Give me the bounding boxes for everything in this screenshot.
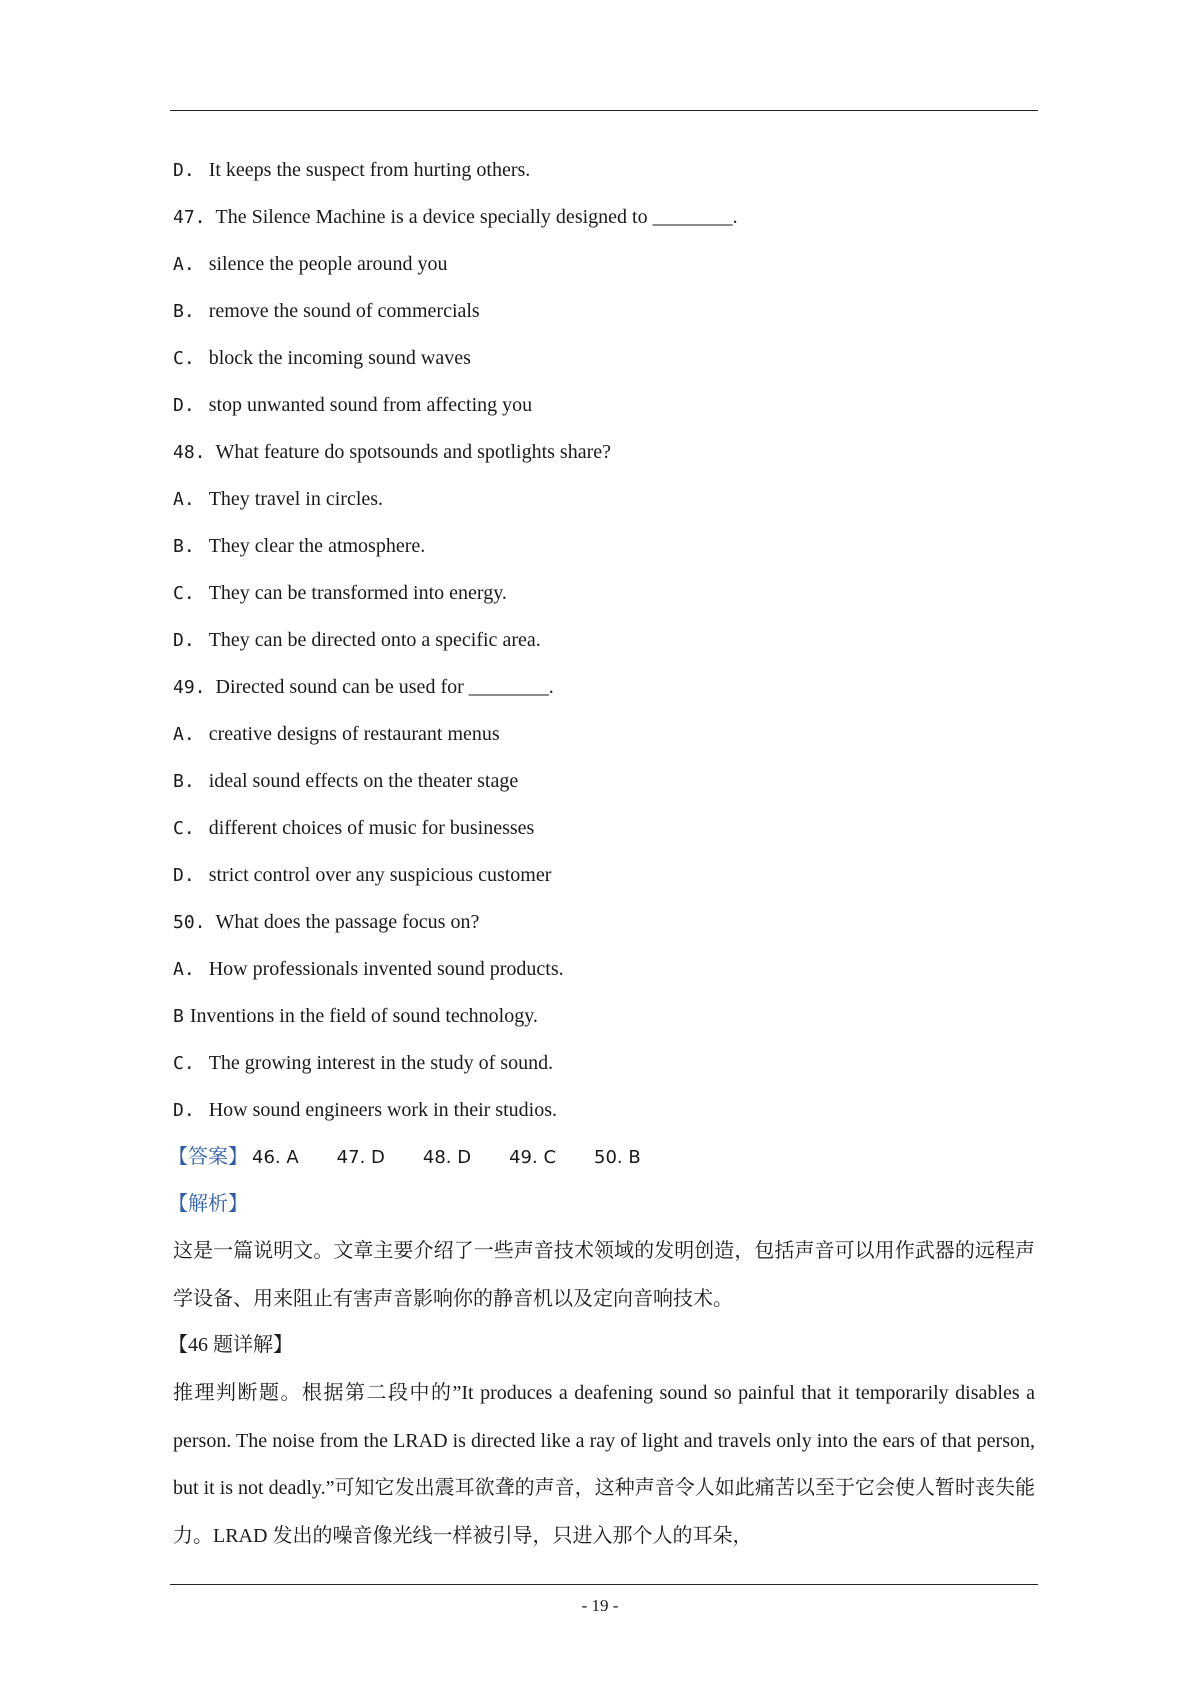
option-text: ideal sound effects on the theater stage (208, 770, 519, 792)
q48-option-d (173, 628, 541, 653)
answer-item: 46. A (252, 1147, 299, 1168)
option-label: A. (173, 489, 195, 510)
q49-option-c (173, 816, 534, 841)
option-text: It keeps the suspect from hurting others. (208, 159, 531, 181)
q47-option-a (173, 252, 448, 277)
option-text: block the incoming sound waves (208, 347, 471, 369)
q47-option-b (173, 299, 480, 324)
option-text: They can be directed onto a specific area. (208, 629, 541, 651)
q46-option-d (173, 158, 530, 183)
option-text: They clear the atmosphere. (208, 535, 426, 557)
option-text: remove the sound of commercials (208, 300, 480, 322)
option-label: B (173, 1006, 184, 1027)
option-label: B. (173, 301, 195, 322)
footer-rule (170, 1584, 1038, 1585)
q48-option-a (173, 487, 383, 512)
option-label: B. (173, 536, 195, 557)
option-text: creative designs of restaurant menus (208, 723, 500, 745)
analysis-heading (168, 1192, 248, 1216)
analysis-label: 【解析】 (168, 1193, 248, 1215)
option-text: strict control over any suspicious customer (208, 864, 552, 886)
detail-46-heading (168, 1333, 293, 1357)
question-number: 47. (173, 207, 206, 228)
q50-option-c (173, 1051, 553, 1076)
option-label: D. (173, 395, 195, 416)
answer-item: 48. D (422, 1147, 472, 1168)
option-label: C. (173, 348, 195, 369)
header-rule (170, 110, 1038, 111)
q50-option-b (173, 1004, 538, 1029)
q48-stem (173, 440, 611, 465)
option-label: D. (173, 630, 195, 651)
option-text: Inventions in the field of sound technology. (189, 1005, 538, 1027)
option-label: C. (173, 1053, 195, 1074)
option-text: How sound engineers work in their studios. (208, 1099, 557, 1121)
detail-46-paragraph: 推理判断题。根据第二段中的”It produces a deafening sound so painful that it temporarily disables a person. The noise from the LRAD is directed like a ray of light and travels only into the ears of that person, but it is not deadly.”可知它发出震耳欲聋的声音，这种声音令人如此痛苦以至于它会使人暂时丧失能力。LRAD 发出的噪音像光线一样被引导，只进入那个人的耳朵， (173, 1382, 1035, 1547)
analysis-paragraph: 这是一篇说明文。文章主要介绍了一些声音技术领域的发明创造，包括声音可以用作武器的远程声学设备、用来阻止有害声音影响你的静音机以及定向音响技术。 (173, 1240, 1035, 1310)
option-label: A. (173, 959, 195, 980)
option-text: They can be transformed into energy. (208, 582, 507, 604)
option-label: D. (173, 865, 195, 886)
option-text: They travel in circles. (208, 488, 384, 510)
question-number: 48. (173, 442, 206, 463)
question-text: The Silence Machine is a device specially designed to ________. (215, 206, 738, 228)
question-number: 50. (173, 912, 206, 933)
detail-46-label: 【46 题详解】 (168, 1334, 293, 1356)
option-label: C. (173, 818, 195, 839)
option-label: C. (173, 583, 195, 604)
option-text: The growing interest in the study of sound. (208, 1052, 554, 1074)
q50-stem (173, 910, 479, 935)
answer-line (168, 1145, 641, 1170)
option-text: different choices of music for businesses (208, 817, 535, 839)
q50-option-a (173, 957, 564, 982)
q47-stem (173, 205, 738, 230)
answer-item: 47. D (336, 1147, 385, 1168)
q47-option-d (173, 393, 532, 418)
answer-label: 【答案】 (168, 1146, 248, 1168)
option-label: D. (173, 160, 195, 181)
q48-option-b (173, 534, 425, 559)
option-label: A. (173, 254, 195, 275)
q47-option-c (173, 346, 471, 371)
q49-stem (173, 675, 554, 700)
question-text: What feature do spotsounds and spotlights share? (215, 441, 611, 463)
option-text: How professionals invented sound products. (208, 958, 564, 980)
q50-option-d (173, 1098, 557, 1123)
option-text: silence the people around you (208, 253, 448, 275)
answer-item: 49. C (509, 1147, 557, 1168)
q48-option-c (173, 581, 507, 606)
option-label: A. (173, 724, 195, 745)
question-text: Directed sound can be used for ________. (215, 676, 554, 698)
page-number: - 19 - (581, 1596, 619, 1615)
answer-item: 50. B (594, 1147, 641, 1168)
q49-option-a (173, 722, 500, 747)
q49-option-b (173, 769, 518, 794)
question-text: What does the passage focus on? (215, 911, 480, 933)
q49-option-d (173, 863, 551, 888)
option-text: stop unwanted sound from affecting you (208, 394, 533, 416)
option-label: D. (173, 1100, 195, 1121)
option-label: B. (173, 771, 195, 792)
question-number: 49. (173, 677, 206, 698)
